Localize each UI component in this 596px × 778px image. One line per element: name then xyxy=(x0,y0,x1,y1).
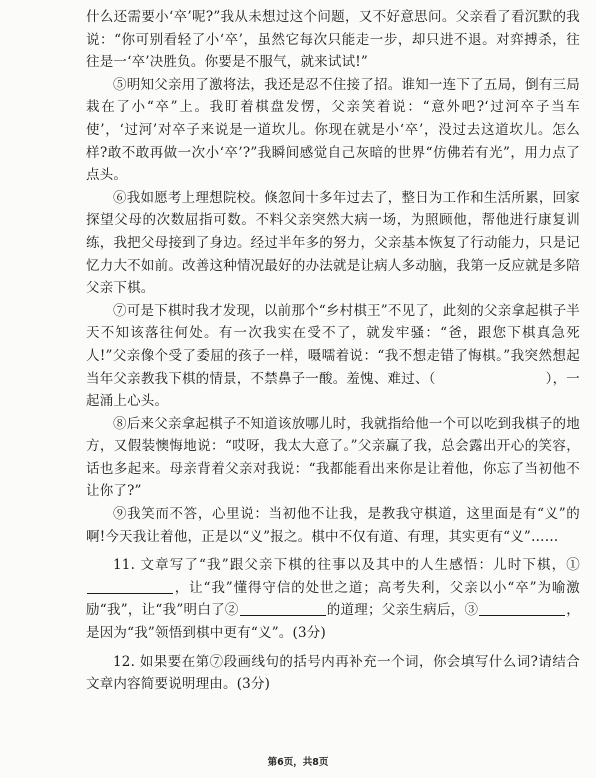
question-11-part-d: ，是因为“我”领悟到棋中更有“义”。(3分) xyxy=(86,602,581,642)
page-number: 第6页，共8页 xyxy=(267,757,329,768)
paragraph-5: ⑤明知父亲用了激将法，我还是忍不住接了招。谁知一连下了五局，倒有三局栽在了小“卒”上。我盯着棋盘发愣，父亲笑着说：“意外吧?‘过河卒子当车使’，‘过河’对卒子来说是一道坎儿。你现在就是小‘卒’，没过去这道坎儿。怎么样?敢不敢再做一次小‘卒’?”我瞬间感觉自己灰暗的世界“仿佛若有光”，用力点了点头。 xyxy=(86,76,580,184)
answer-blank-3 xyxy=(479,601,565,616)
question-11-part-c: 的道理；父亲生病后，③ xyxy=(326,602,479,619)
paragraph-7-tail: ），一起涌上心头。 xyxy=(86,370,580,410)
paragraph-7-text: ⑦可是下棋时我才发现，以前那个“乡村棋王”不见了，此刻的父亲拿起棋子半天不知该落往何处。有一次我实在受不了，就发牢骚：“爸，跟您下棋真急死人!”父亲像个受了委屈的孩子一样，嗫嚅着说：“我不想走错了悔棋。”我突然想起当年父亲教我下棋的情景，不禁鼻子一酸。羞愧、难过、（ xyxy=(86,302,580,387)
paragraph-intro: 什么还需要小‘卒’呢?”我从未想过这个问题，又不好意思问。父亲看了看沉默的我说：“你可别看轻了小‘卒’，虽然它每次只能走一步，却只进不退。对弈搏杀，往往是一‘卒’决胜负。你要是不服气，就来试试!” xyxy=(86,9,580,71)
paragraph-7 xyxy=(86,300,580,413)
question-11-part-b: ，让“我”懂得守信的处世之道；高考失利，父亲以小“卒”为喻激励“我”，让“我”明白了② xyxy=(86,579,580,619)
paragraph-8: ⑧后来父亲拿起棋子不知道该放哪儿时，我就指给他一个可以吃到我棋子的地方，又假装懊悔地说：“哎呀，我太大意了。”父亲赢了我，总会露出开心的笑容，话也多起来。母亲背着父亲对我说：“我都能看出来你是让着他，你忘了当初他不让你了?” xyxy=(86,415,580,500)
question-11 xyxy=(86,554,580,644)
article-body xyxy=(86,6,580,696)
paragraph-6: ⑥我如愿考上理想院校。倏忽间十多年过去了，整日为工作和生活所累，回家探望父母的次数屈指可数。不料父亲突然大病一场，为照顾他，帮他进行康复训练，我把父母接到了身边。经过半年多的努力，父亲基本恢复了行动能力，只是记忆力大不如前。改善这种情况最好的办法就是让病人多动脑，我第一反应就是多陪父亲下棋。 xyxy=(86,189,580,297)
paragraph-9: ⑨我笑而不答，心里说：当初他不让我，是教我守棋道，这里面是有“义”的啊!今天我让着他，正是以“义”报之。棋中不仅有道、有理，其实更有“义”…… xyxy=(86,506,580,545)
answer-blank-1 xyxy=(87,579,173,594)
answer-blank-2 xyxy=(240,601,326,616)
question-12: 12. 如果要在第⑦段画线句的括号内再补充一个词，你会填写什么词?请结合文章内容简要说明理由。(3分) xyxy=(86,653,580,693)
question-11-part-a: 11. 文章写了“我”跟父亲下棋的往事以及其中的人生感悟：儿时下棋，① xyxy=(113,557,580,574)
